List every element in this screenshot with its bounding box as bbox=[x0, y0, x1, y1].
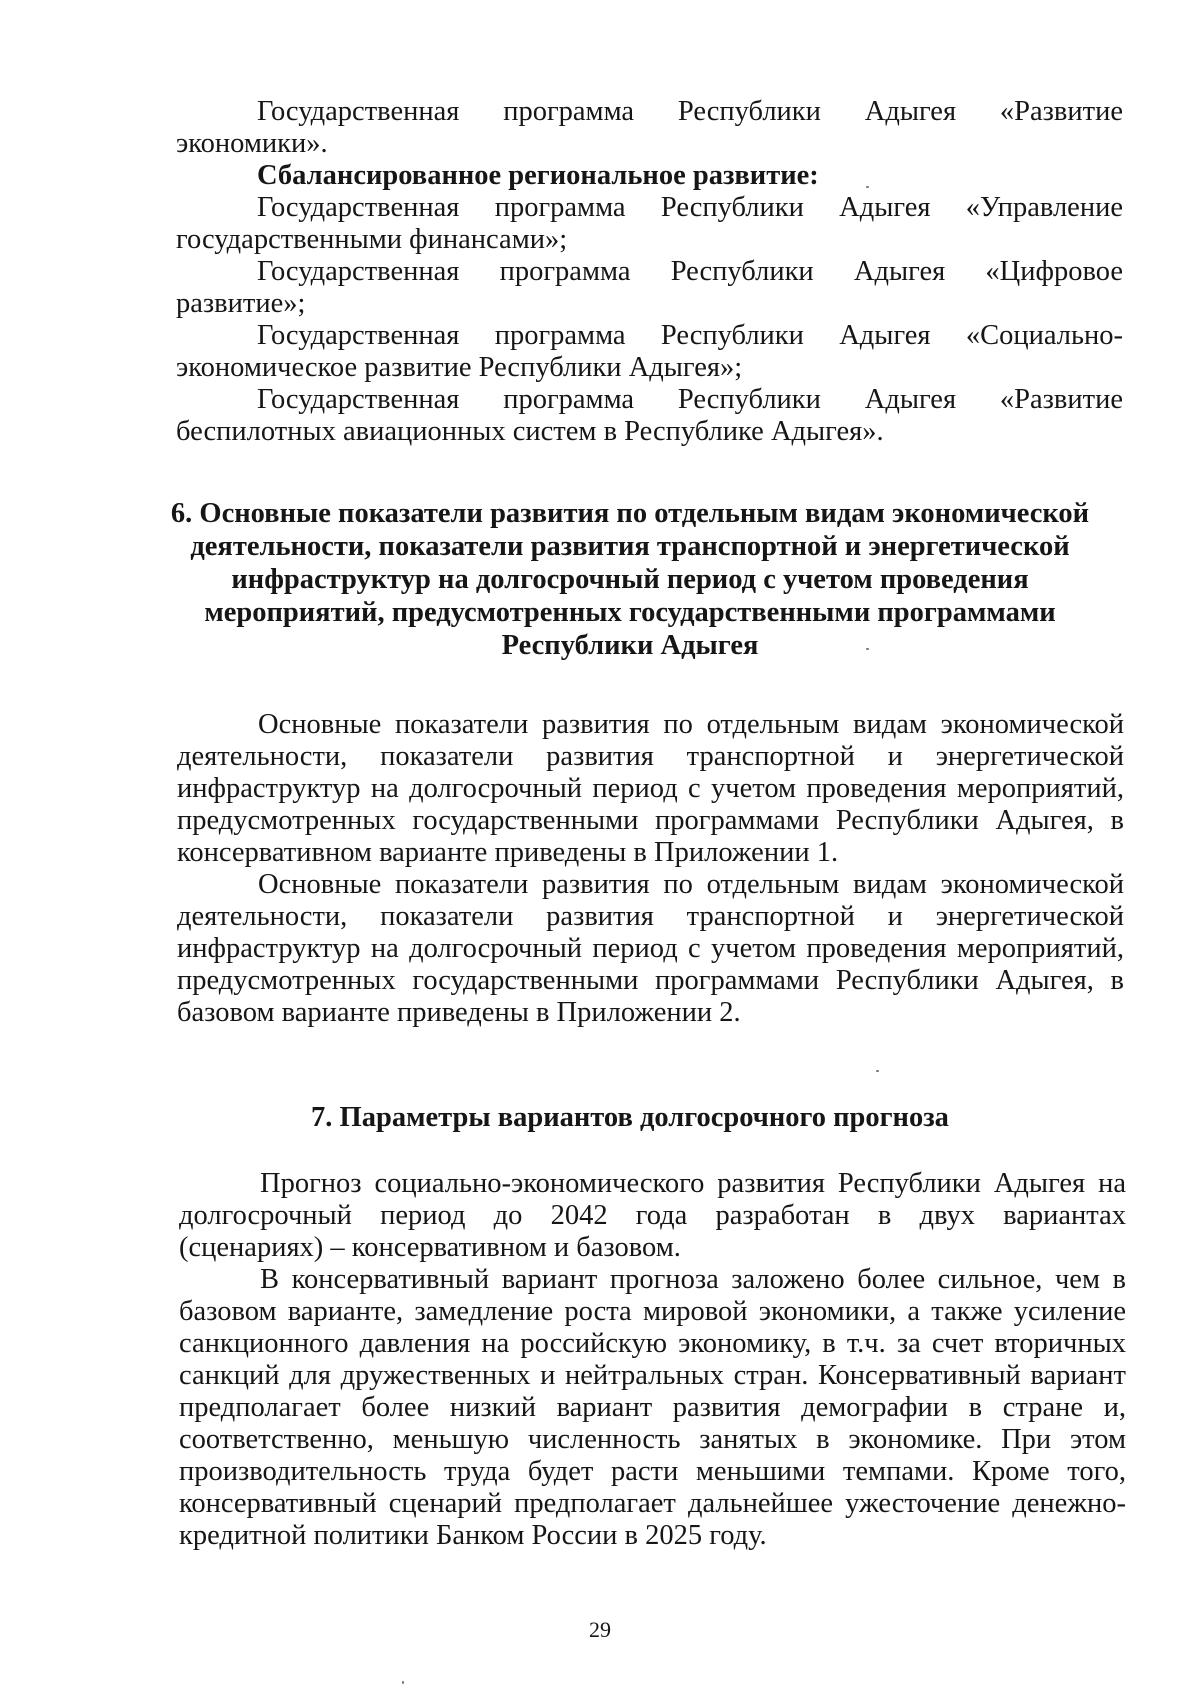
program-drones-line1: Государственная программа Республики Адыгея «Развитие bbox=[257, 384, 1123, 415]
section-7-para2-line: санкций для дружественных и нейтральных стран. Консервативный вариант bbox=[179, 1360, 1126, 1391]
section-6-para2-line: деятельности, показатели развития транспортной и энергетической bbox=[177, 901, 1124, 932]
section-6-heading-line: 6. Основные показатели развития по отдельным видам экономической bbox=[170, 498, 1090, 529]
section-7-heading bbox=[150, 1101, 1110, 1134]
program-drones-line2: беспилотных авиационных систем в Республике Адыгея». bbox=[176, 416, 884, 447]
program-finance-line1: Государственная программа Республики Адыгея «Управление bbox=[257, 192, 1123, 223]
section-6-para1-line: консервативном варианте приведены в Приложении 1. bbox=[177, 837, 839, 868]
section-7-para1-line: долгосрочный период до 2042 года разработан в двух вариантах bbox=[179, 1200, 1126, 1231]
section-6-para2-line: инфраструктур на долгосрочный период с учетом проведения мероприятий, bbox=[177, 933, 1124, 964]
section-7-para2-line: базовом варианте, замедление роста мировой экономики, а также усиление bbox=[179, 1296, 1126, 1327]
section-7-para2-line: предполагает более низкий вариант развития демографии в стране и, bbox=[179, 1392, 1126, 1423]
section-6-paragraphs bbox=[177, 709, 1124, 1029]
scan-speck bbox=[866, 186, 869, 188]
program-socioeconomic-line1: Государственная программа Республики Адыгея «Социально- bbox=[257, 320, 1123, 351]
section-6-heading bbox=[150, 497, 1110, 662]
section-7-para2-line: В консервативный вариант прогноза заложено более сильное, чем в bbox=[260, 1264, 1126, 1295]
scan-speck bbox=[866, 648, 869, 650]
section-7-para2-line: производительность труда будет расти меньшими темпами. Кроме того, bbox=[179, 1456, 1126, 1487]
section-6-heading-line: Республики Адыгея bbox=[501, 630, 759, 661]
section-7-heading-text: 7. Параметры вариантов долгосрочного прогноза bbox=[311, 1102, 949, 1133]
programs-list bbox=[176, 96, 1123, 448]
section-6-para1-line: деятельности, показатели развития транспортной и энергетической bbox=[177, 741, 1124, 772]
scan-speck bbox=[876, 1070, 879, 1072]
section-6-para2-line: базовом варианте приведены в Приложении 2. bbox=[177, 997, 741, 1028]
section-6-heading-line: инфраструктур на долгосрочный период с учетом проведения bbox=[231, 564, 1029, 595]
program-economy-line1: Государственная программа Республики Адыгея «Развитие bbox=[257, 96, 1123, 127]
program-digital-line2: развитие»; bbox=[176, 288, 306, 319]
program-socioeconomic-line2: экономическое развитие Республики Адыгея»; bbox=[176, 352, 743, 383]
section-6-para1-line: Основные показатели развития по отдельным видам экономической bbox=[258, 709, 1124, 740]
program-finance-line2: государственными финансами»; bbox=[176, 224, 568, 255]
section-6-para1-line: предусмотренных государственными программами Республики Адыгея, в bbox=[177, 805, 1124, 836]
section-7-para1-line: Прогноз социально-экономического развития Республики Адыгея на bbox=[260, 1168, 1126, 1199]
scan-speck bbox=[402, 1681, 404, 1684]
section-7-para2-line: кредитной политики Банком России в 2025 году. bbox=[179, 1520, 767, 1551]
page-number: 29 bbox=[589, 1617, 611, 1642]
section-7-para2-line: санкционного давления на российскую экономику, в т.ч. за счет вторичных bbox=[179, 1328, 1126, 1359]
section-6-heading-line: деятельности, показатели развития транспортной и энергетической bbox=[190, 531, 1070, 562]
balanced-development-heading: Сбалансированное региональное развитие: bbox=[257, 160, 819, 191]
program-digital-line1: Государственная программа Республики Адыгея «Цифровое bbox=[257, 256, 1123, 287]
section-7-paragraphs bbox=[179, 1168, 1126, 1552]
section-6-para2-line: Основные показатели развития по отдельным видам экономической bbox=[258, 869, 1124, 900]
section-6-heading-line: мероприятий, предусмотренных государственными программами bbox=[204, 597, 1056, 628]
program-economy-line2: экономики». bbox=[176, 128, 328, 159]
section-6-para2-line: предусмотренных государственными программами Республики Адыгея, в bbox=[177, 965, 1124, 996]
section-6-para1-line: инфраструктур на долгосрочный период с учетом проведения мероприятий, bbox=[177, 773, 1124, 804]
section-7-para1-line: (сценариях) – консервативном и базовом. bbox=[179, 1232, 681, 1263]
section-7-para2-line: соответственно, меньшую численность занятых в экономике. При этом bbox=[179, 1424, 1126, 1455]
section-7-para2-line: консервативный сценарий предполагает дальнейшее ужесточение денежно- bbox=[179, 1488, 1126, 1519]
